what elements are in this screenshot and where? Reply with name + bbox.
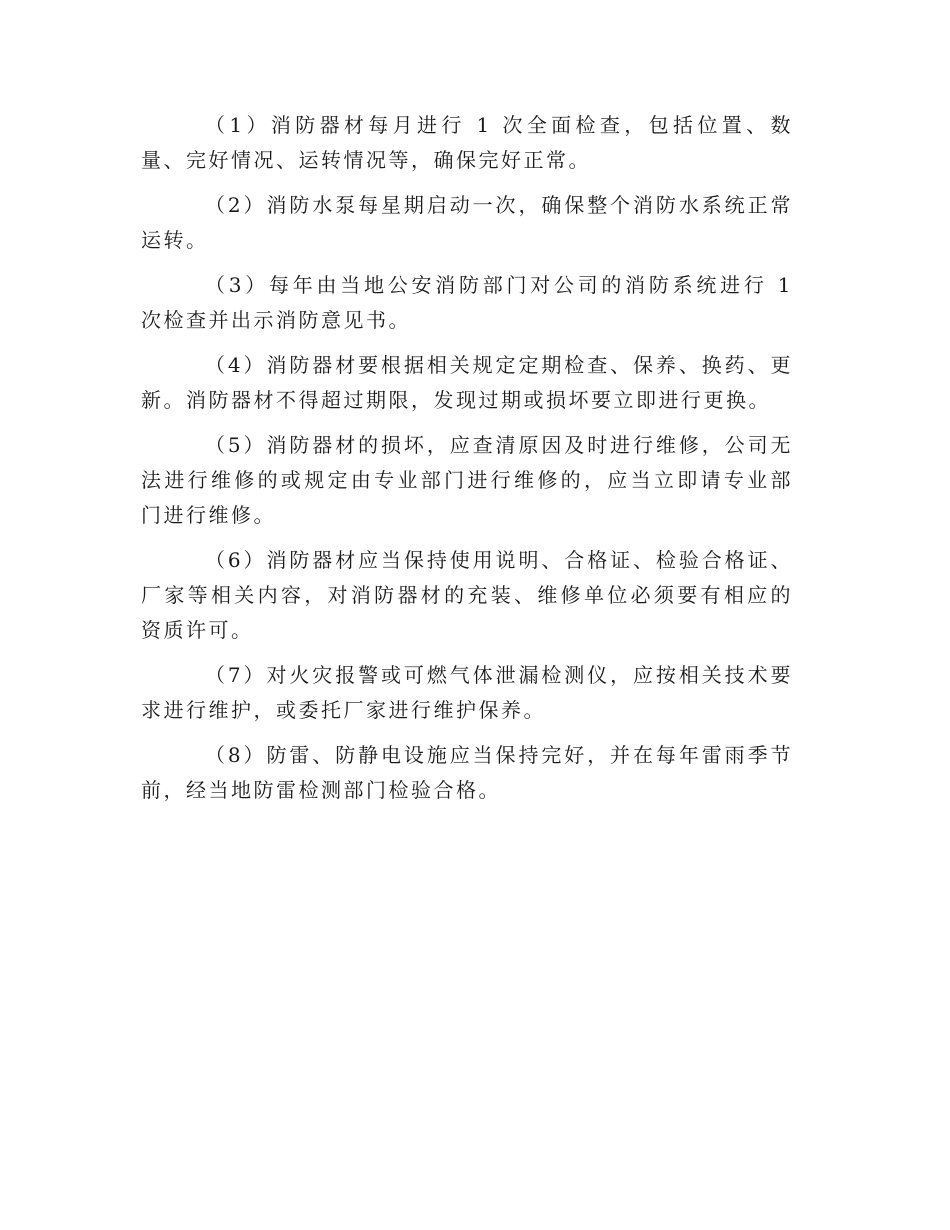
paragraph-8: （8）防雷、防静电设施应当保持完好，并在每年雷雨季节前，经当地防雷检测部门检验合格。 <box>141 743 793 802</box>
paragraph-5: （5）消防器材的损坏，应查清原因及时进行维修，公司无法进行维修的或规定由专业部门进行维修的，应当立即请专业部门进行维修。 <box>141 433 793 527</box>
paragraph-6: （6）消防器材应当保持使用说明、合格证、检验合格证、厂家等相关内容，对消防器材的充装、维修单位必须要有相应的资质许可。 <box>141 548 793 642</box>
paragraph-2: （2）消防水泵每星期启动一次，确保整个消防水系统正常运转。 <box>141 193 793 252</box>
paragraph-3: （3）每年由当地公安消防部门对公司的消防系统进行 1 次检查并出示消防意见书。 <box>141 273 793 332</box>
document-body <box>141 108 793 818</box>
paragraph-1: （1）消防器材每月进行 1 次全面检查，包括位置、数量、完好情况、运转情况等，确保完好正常。 <box>141 113 793 172</box>
paragraph-7: （7）对火灾报警或可燃气体泄漏检测仪，应按相关技术要求进行维护，或委托厂家进行维护保养。 <box>141 663 793 722</box>
paragraph-4: （4）消防器材要根据相关规定定期检查、保养、换药、更新。消防器材不得超过期限，发现过期或损坏要立即进行更换。 <box>141 353 793 412</box>
